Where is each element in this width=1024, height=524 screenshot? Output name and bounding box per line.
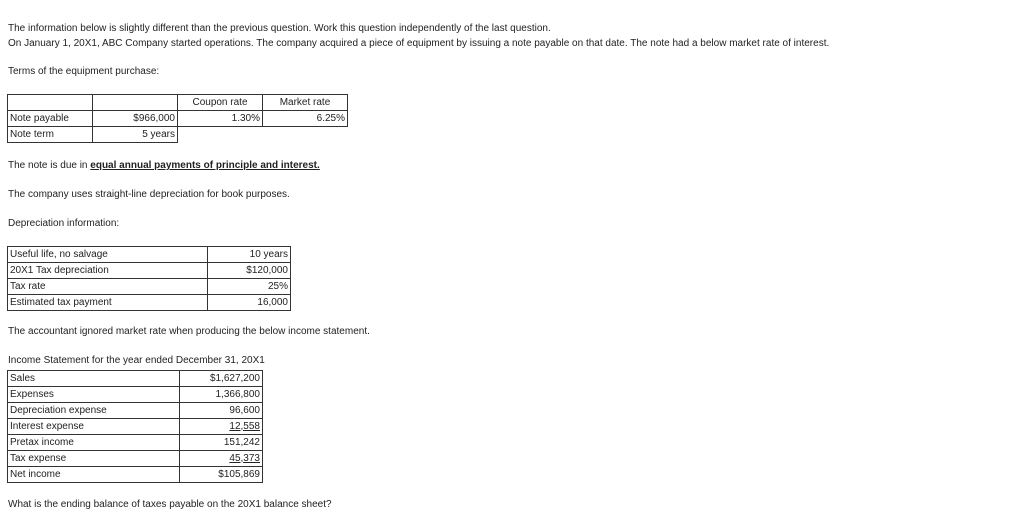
market-rate-header: Market rate xyxy=(263,95,348,111)
income-row xyxy=(8,403,263,419)
income-statement-table xyxy=(7,370,263,483)
terms-label: Terms of the equipment purchase: xyxy=(8,66,160,77)
note-table-empty-cell xyxy=(8,95,93,111)
market-rate-value: 6.25% xyxy=(263,111,348,127)
note-due-text xyxy=(8,160,320,171)
accountant-note: The accountant ignored market rate when producing the below income statement. xyxy=(8,326,370,337)
note-term-row xyxy=(8,127,348,143)
tax-depreciation-value: $120,000 xyxy=(208,263,291,279)
estimated-tax-label: Estimated tax payment xyxy=(8,295,208,311)
coupon-rate-value: 1.30% xyxy=(178,111,263,127)
expenses-value: 1,366,800 xyxy=(180,387,263,403)
sales-value: $1,627,200 xyxy=(180,371,263,387)
note-due-prefix: The note is due in xyxy=(8,160,91,171)
intro-line-2: On January 1, 20X1, ABC Company started operations. The company acquired a piece of equipment by issuing a note payable on that date. The note had a below market rate of interest. xyxy=(8,38,830,49)
depreciation-label: Depreciation information: xyxy=(8,218,120,229)
depreciation-expense-label: Depreciation expense xyxy=(8,403,180,419)
note-payable-label: Note payable xyxy=(8,111,93,127)
depreciation-method: The company uses straight-line depreciation for book purposes. xyxy=(8,189,290,200)
income-row xyxy=(8,371,263,387)
note-due-emphasis: equal annual payments of principle and interest. xyxy=(90,160,320,171)
sales-label: Sales xyxy=(8,371,180,387)
interest-expense-value: 12,558 xyxy=(180,419,263,435)
coupon-rate-header: Coupon rate xyxy=(178,95,263,111)
tax-expense-label: Tax expense xyxy=(8,451,180,467)
tax-expense-value: 45,373 xyxy=(180,451,263,467)
note-table-header-row xyxy=(8,95,348,111)
net-income-label: Net income xyxy=(8,467,180,483)
note-table-empty-cell xyxy=(93,95,178,111)
net-income-value: $105,869 xyxy=(180,467,263,483)
income-row xyxy=(8,451,263,467)
intro-line-1: The information below is slightly different than the previous question. Work this question independently of the last question. xyxy=(8,23,551,34)
note-table-blank xyxy=(263,127,348,143)
depreciation-row xyxy=(8,247,291,263)
depreciation-expense-value: 96,600 xyxy=(180,403,263,419)
income-statement-title: Income Statement for the year ended December 31, 20X1 xyxy=(8,355,265,366)
expenses-label: Expenses xyxy=(8,387,180,403)
note-table-blank xyxy=(178,127,263,143)
useful-life-label: Useful life, no salvage xyxy=(8,247,208,263)
pretax-income-label: Pretax income xyxy=(8,435,180,451)
interest-expense-label: Interest expense xyxy=(8,419,180,435)
tax-rate-value: 25% xyxy=(208,279,291,295)
tax-depreciation-label: 20X1 Tax depreciation xyxy=(8,263,208,279)
income-row xyxy=(8,419,263,435)
note-term-value: 5 years xyxy=(93,127,178,143)
note-payable-row xyxy=(8,111,348,127)
pretax-income-value: 151,242 xyxy=(180,435,263,451)
depreciation-row xyxy=(8,295,291,311)
income-row xyxy=(8,435,263,451)
question-text: What is the ending balance of taxes payable on the 20X1 balance sheet? xyxy=(8,499,332,510)
depreciation-row xyxy=(8,263,291,279)
depreciation-row xyxy=(8,279,291,295)
note-term-label: Note term xyxy=(8,127,93,143)
estimated-tax-value: 16,000 xyxy=(208,295,291,311)
tax-rate-label: Tax rate xyxy=(8,279,208,295)
note-payable-amount: $966,000 xyxy=(93,111,178,127)
income-row xyxy=(8,387,263,403)
income-row xyxy=(8,467,263,483)
depreciation-table xyxy=(7,246,291,311)
note-table xyxy=(7,94,348,143)
useful-life-value: 10 years xyxy=(208,247,291,263)
